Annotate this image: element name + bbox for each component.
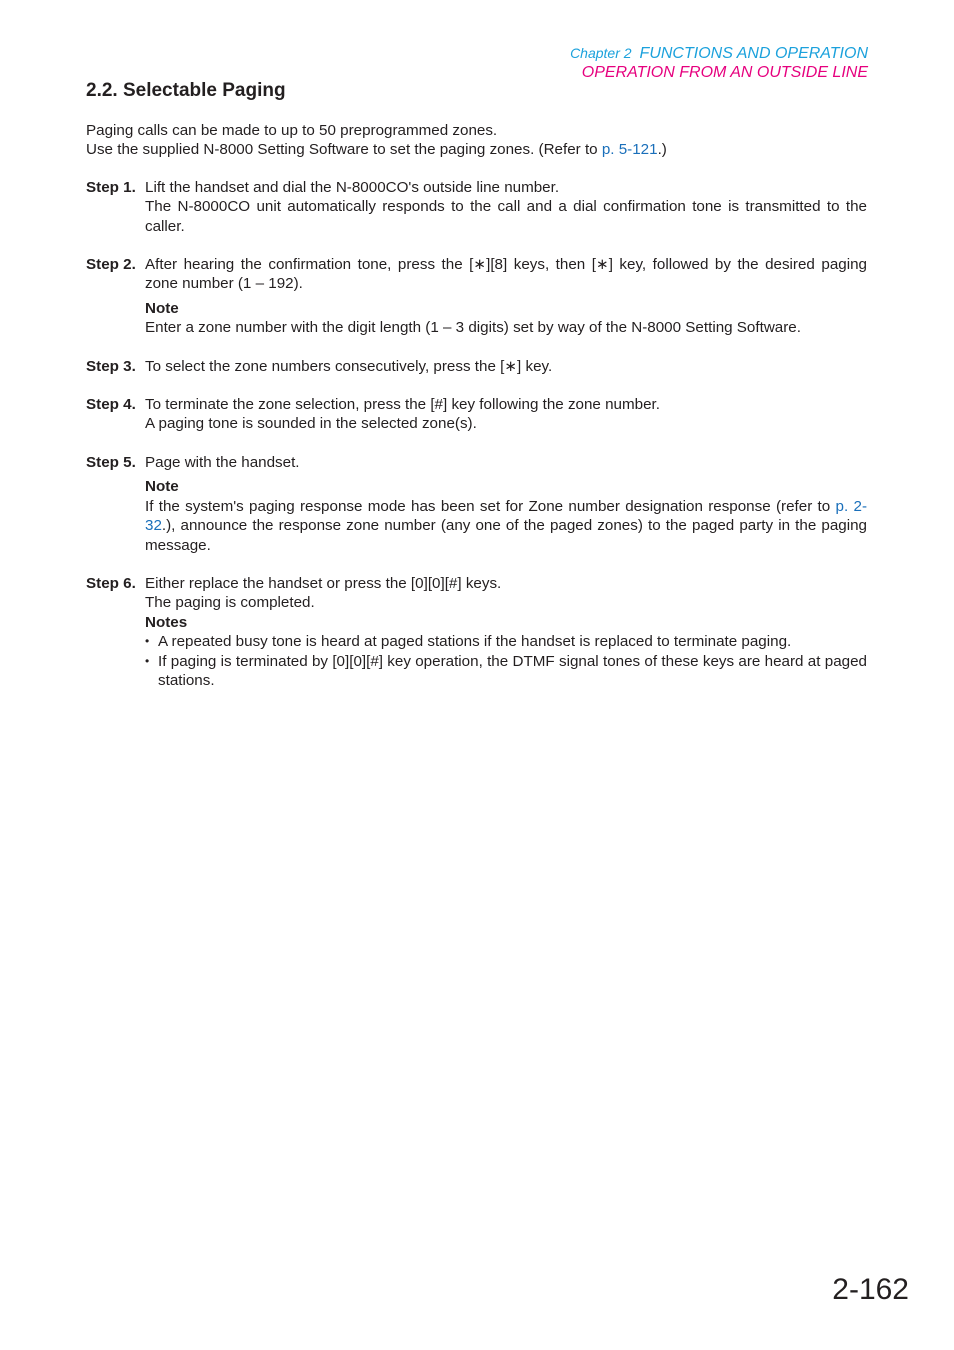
main-content <box>86 121 867 709</box>
note-heading: Note <box>145 299 179 317</box>
running-header-chapter <box>570 44 868 63</box>
step-text: Lift the handset and dial the N-8000CO's outside line number. <box>145 178 560 196</box>
notes-list <box>145 632 867 690</box>
step-body <box>145 357 867 376</box>
step-text-2: The paging is completed. <box>145 594 315 612</box>
chapter-label: Chapter 2 <box>570 45 632 61</box>
step-1 <box>86 178 867 236</box>
note-text-start: If the system's paging response mode has been set for Zone number designation response (refer to <box>145 497 836 515</box>
step-2 <box>86 255 867 338</box>
page-number: 2-162 <box>832 1273 909 1306</box>
note-text-end: .), announce the response zone number (any one of the paged zones) to the paged party in the paging message. <box>145 517 867 554</box>
notes-heading: Notes <box>145 613 188 631</box>
step-label: Step 6. <box>86 574 136 592</box>
intro-paragraph <box>86 121 867 160</box>
intro-line-2 <box>86 140 867 159</box>
step-label: Step 2. <box>86 256 136 274</box>
step-body <box>145 178 867 236</box>
step-text-2: A paging tone is sounded in the selected zone(s). <box>145 415 477 433</box>
list-item: • If paging is terminated by [0][0][#] key operation, the DTMF signal tones of these keys are heard at paged stations. <box>145 652 867 691</box>
step-text: After hearing the confirmation tone, press the [∗][8] keys, then [∗] key, followed by the desired paging zone number (1 – 192). <box>145 256 867 293</box>
intro-text: Use the supplied N-8000 Setting Software to set the paging zones. (Refer to <box>86 141 602 159</box>
running-header-section: OPERATION FROM AN OUTSIDE LINE <box>581 64 868 81</box>
intro-line-1: Paging calls can be made to up to 50 preprogrammed zones. <box>86 122 498 139</box>
step-text: To terminate the zone selection, press the [#] key following the zone number. <box>145 396 660 414</box>
step-text-2: The N-8000CO unit automatically responds to the call and a dial confirmation tone is transmitted to the caller. <box>145 198 867 235</box>
page-ref-link[interactable]: p. 2-32 <box>145 497 868 535</box>
step-3 <box>86 357 867 376</box>
step-label: Step 5. <box>86 453 136 471</box>
step-6 <box>86 574 867 690</box>
note-heading: Note <box>145 478 179 496</box>
step-5 <box>86 453 867 555</box>
section-title: 2.2. Selectable Paging <box>86 80 286 101</box>
step-4 <box>86 395 867 434</box>
step-body <box>145 255 867 338</box>
list-item: • A repeated busy tone is heard at paged stations if the handset is replaced to terminate paging. <box>145 632 867 651</box>
step-text: To select the zone numbers consecutively, press the [∗] key. <box>145 357 553 375</box>
intro-text-end: .) <box>657 141 667 159</box>
note-text <box>145 497 867 555</box>
note-text: Enter a zone number with the digit length (1 – 3 digits) set by way of the N-8000 Setting Software. <box>145 319 801 337</box>
step-body <box>145 453 867 555</box>
step-label: Step 4. <box>86 396 136 414</box>
step-text: Page with the handset. <box>145 453 300 471</box>
step-body <box>145 574 867 690</box>
page-ref-link[interactable]: p. 5-121 <box>601 141 658 159</box>
step-label: Step 1. <box>86 178 136 196</box>
step-text: Either replace the handset or press the [0][0][#] keys. <box>145 574 502 592</box>
chapter-title: FUNCTIONS AND OPERATION <box>639 45 868 62</box>
step-label: Step 3. <box>86 357 136 375</box>
step-body <box>145 395 867 434</box>
